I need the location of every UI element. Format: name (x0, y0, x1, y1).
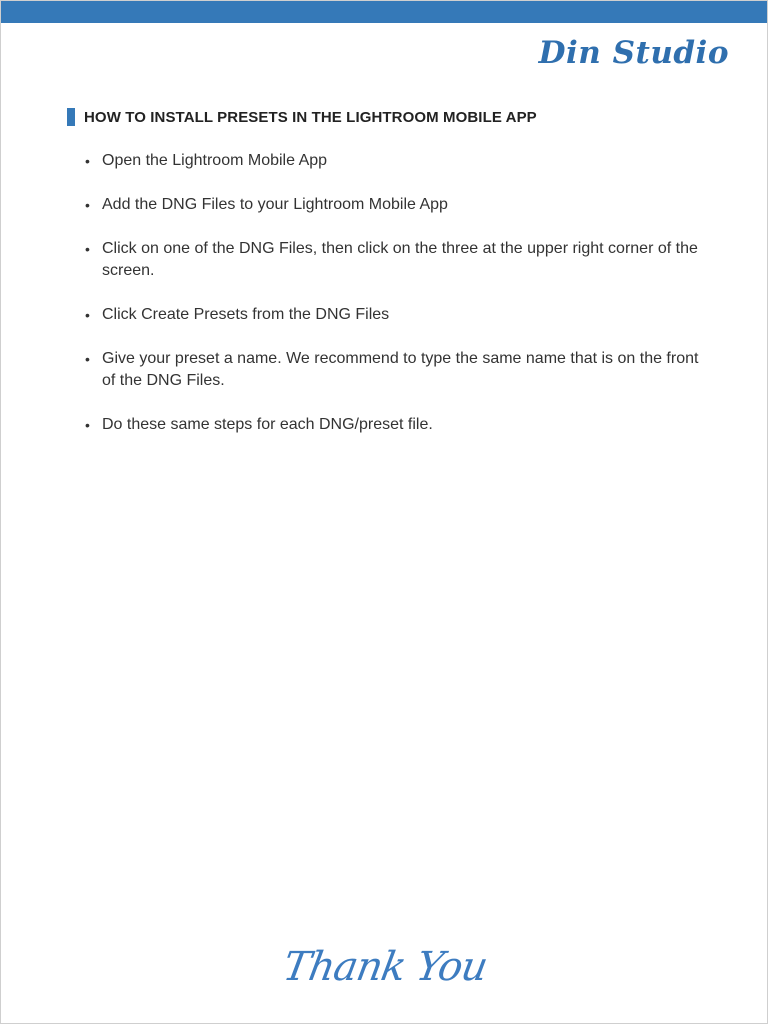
step-text: Add the DNG Files to your Lightroom Mobile App (102, 196, 448, 213)
step-text: Click Create Presets from the DNG Files (102, 306, 390, 323)
install-steps-list (85, 150, 702, 458)
bullet-icon: • (85, 351, 90, 367)
step-text: Click on one of the DNG Files, then click on the three at the upper right corner of the screen. (102, 240, 698, 279)
list-item (85, 238, 702, 282)
bullet-icon: • (85, 241, 90, 257)
list-item (85, 150, 702, 172)
thank-you-signature: Thank You (279, 944, 491, 990)
brand-logo: Din Studio (538, 35, 729, 71)
list-item (85, 414, 702, 436)
step-text: Give your preset a name. We recommend to type the same name that is on the front of the DNG Files. (102, 350, 699, 389)
bullet-icon: • (85, 197, 90, 213)
bullet-icon: • (85, 417, 90, 433)
bullet-icon: • (85, 307, 90, 323)
step-text: Do these same steps for each DNG/preset file. (102, 416, 433, 433)
header-bar (1, 1, 767, 23)
bullet-icon: • (85, 153, 90, 169)
section-heading-text: HOW TO INSTALL PRESETS IN THE LIGHTROOM MOBILE APP (84, 108, 537, 126)
list-item (85, 194, 702, 216)
heading-marker (67, 108, 75, 126)
list-item (85, 304, 702, 326)
section-heading (67, 108, 537, 126)
step-text: Open the Lightroom Mobile App (102, 152, 328, 169)
list-item (85, 348, 702, 392)
